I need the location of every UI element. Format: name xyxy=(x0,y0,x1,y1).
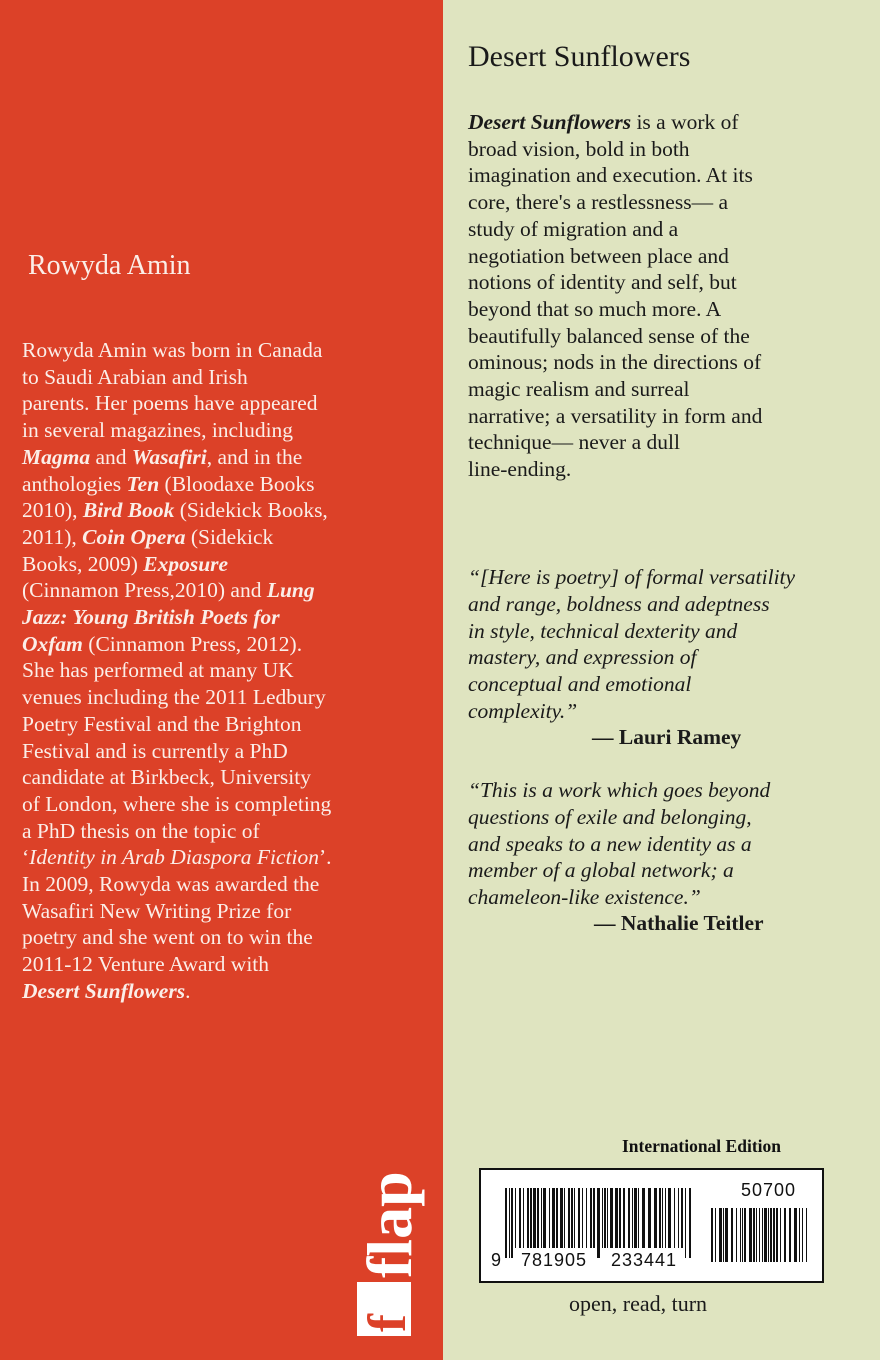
text-segment: magic realism and surreal xyxy=(468,377,690,402)
text-segment: (Bloodaxe Books xyxy=(159,471,315,496)
barcode-bar xyxy=(628,1188,630,1248)
text-segment: (Sidekick Books, xyxy=(174,498,328,523)
text-segment: Rowyda Amin was born in Canada xyxy=(22,338,323,362)
barcode-bar xyxy=(515,1188,516,1248)
barcode-bar xyxy=(776,1208,778,1262)
text-segment: parents. Her poems have appeared xyxy=(22,391,318,416)
barcode-bar xyxy=(564,1188,565,1248)
barcode-bar xyxy=(619,1188,621,1248)
barcode-bar xyxy=(654,1188,657,1248)
barcode-bar xyxy=(533,1188,536,1248)
text-segment: . xyxy=(185,978,191,1003)
barcode-bar xyxy=(632,1188,633,1248)
barcode-bar xyxy=(560,1188,563,1248)
barcode-bar xyxy=(578,1188,580,1248)
quote-line: “This is a work which goes beyond xyxy=(468,778,771,802)
text-segment: Ten xyxy=(126,471,160,496)
text-line xyxy=(22,444,392,471)
text-segment: in several magazines, including xyxy=(22,418,294,443)
barcode-bar xyxy=(586,1188,587,1248)
text-line xyxy=(22,738,392,765)
price-code: 50700 xyxy=(741,1180,797,1200)
review-quote-1 xyxy=(468,564,853,725)
text-segment: poetry and she went on to win the xyxy=(22,925,313,950)
isbn-group-2: 233441 xyxy=(611,1250,678,1270)
text-segment: Lung xyxy=(266,578,315,603)
quote-line: “[Here is poetry] of formal versatility xyxy=(468,565,796,589)
text-segment: broad vision, bold in both xyxy=(468,136,690,161)
text-line xyxy=(22,471,392,498)
barcode-bar xyxy=(543,1188,546,1248)
barcode-bar xyxy=(597,1188,600,1258)
text-segment: Poetry Festival and the Brighton xyxy=(22,711,302,736)
barcode-bar xyxy=(665,1188,666,1248)
barcode-bar xyxy=(668,1188,671,1248)
text-line xyxy=(22,364,392,391)
text-segment: of London, where she is completing xyxy=(22,791,332,816)
text-line xyxy=(468,162,838,189)
edition-label: International Edition xyxy=(622,1136,781,1156)
text-line xyxy=(468,376,838,403)
text-segment: ominous; nods in the directions of xyxy=(468,350,762,375)
text-segment: imagination and execution. At its xyxy=(468,163,753,188)
text-line xyxy=(22,657,392,684)
book-blurb xyxy=(468,109,838,483)
author-bio xyxy=(22,337,392,1005)
isbn-group-1: 781905 xyxy=(521,1250,588,1270)
barcode-bar xyxy=(552,1188,555,1248)
text-segment: anthologies xyxy=(22,471,127,496)
text-segment: Exposure xyxy=(143,551,229,576)
quote-line: questions of exile and belonging, xyxy=(468,804,752,829)
text-line xyxy=(468,269,838,296)
text-segment: to Saudi Arabian and Irish xyxy=(22,364,248,389)
text-segment: beautifully balanced sense of the xyxy=(468,323,750,348)
barcode-bar xyxy=(744,1208,746,1262)
review-attribution-1: — Lauri Ramey xyxy=(592,725,742,749)
text-segment: venues including the 2011 Ledbury xyxy=(22,685,326,710)
text-line xyxy=(468,296,838,323)
quote-line: and range, boldness and adeptness xyxy=(468,591,770,616)
text-line xyxy=(468,349,838,376)
text-line xyxy=(22,924,392,951)
text-segment: ‘ xyxy=(22,845,30,870)
text-segment: (Sidekick xyxy=(185,524,274,549)
barcode-bar xyxy=(537,1188,539,1248)
barcode-bar xyxy=(773,1208,775,1262)
barcode-bar xyxy=(509,1188,510,1258)
barcode-bar xyxy=(541,1188,542,1248)
quote-line: member of a global network; a xyxy=(468,858,734,883)
publisher-logo xyxy=(353,1110,425,1338)
text-segment: and xyxy=(90,444,132,469)
barcode-bar xyxy=(623,1188,625,1248)
text-segment: Desert Sunflowers xyxy=(468,110,632,134)
barcode-bar xyxy=(523,1188,524,1248)
barcode-bar xyxy=(770,1208,772,1262)
text-line xyxy=(468,109,838,136)
barcode-bar xyxy=(674,1188,675,1248)
barcode-bar xyxy=(780,1208,781,1262)
text-line xyxy=(468,403,838,430)
barcode-bar xyxy=(527,1188,529,1248)
author-name: Rowyda Amin xyxy=(28,250,191,281)
text-line xyxy=(22,551,392,578)
barcode-bar xyxy=(519,1188,521,1248)
barcode-bar xyxy=(715,1208,716,1262)
barcode-bar xyxy=(634,1188,637,1248)
text-line xyxy=(22,818,392,845)
text-line xyxy=(468,189,838,216)
text-segment: (Cinnamon Press, 2012). xyxy=(82,631,303,656)
text-segment: Oxfam xyxy=(22,631,83,656)
text-line xyxy=(22,684,392,711)
barcode-bar xyxy=(711,1208,713,1262)
text-line xyxy=(22,711,392,738)
text-line xyxy=(22,337,392,364)
barcode-bar xyxy=(648,1188,651,1248)
text-segment: Festival and is currently a PhD xyxy=(22,738,288,763)
text-line xyxy=(22,497,392,524)
text-segment: (Cinnamon Press,2010) and xyxy=(22,578,267,603)
text-segment: a PhD thesis on the topic of xyxy=(22,818,260,843)
text-segment: Wasafiri New Writing Prize for xyxy=(22,898,292,923)
barcode-bar xyxy=(753,1208,755,1262)
text-segment: beyond that so much more. A xyxy=(468,296,722,321)
quote-line: mastery, and expression of xyxy=(468,645,697,670)
text-line xyxy=(22,898,392,925)
barcode-bar xyxy=(607,1188,608,1248)
barcode-bar xyxy=(723,1208,724,1262)
barcode-bar xyxy=(610,1188,613,1248)
barcode-bar xyxy=(638,1188,639,1248)
text-line xyxy=(468,243,838,270)
text-segment: 2011-12 Venture Award with xyxy=(22,952,270,977)
isbn-barcode xyxy=(479,1168,824,1283)
barcode-bar xyxy=(764,1208,767,1262)
text-segment: Jazz: Young British Poets for xyxy=(22,605,280,630)
barcode-bar xyxy=(604,1188,606,1248)
quote-line: and speaks to a new identity as a xyxy=(468,831,752,856)
barcode-bar xyxy=(731,1208,733,1262)
book-title: Desert Sunflowers xyxy=(468,40,691,73)
barcode-bar xyxy=(768,1208,769,1262)
barcode-bar xyxy=(685,1188,686,1258)
barcode-bar xyxy=(549,1188,550,1248)
text-line xyxy=(22,577,392,604)
barcode-bar xyxy=(590,1188,592,1248)
text-line xyxy=(22,631,392,658)
text-segment: candidate at Birkbeck, University xyxy=(22,765,311,790)
barcode-bar xyxy=(736,1208,737,1262)
barcode-bar xyxy=(556,1188,558,1248)
text-line xyxy=(468,429,838,456)
barcode-bar xyxy=(574,1188,575,1248)
text-line xyxy=(22,524,392,551)
text-segment: 2010), xyxy=(22,498,83,523)
text-line xyxy=(22,951,392,978)
text-segment: Magma xyxy=(22,444,91,469)
barcode-bar xyxy=(806,1208,807,1262)
barcode-bar xyxy=(505,1188,507,1258)
text-line xyxy=(22,764,392,791)
text-line xyxy=(22,791,392,818)
text-line xyxy=(22,417,392,444)
quote-line: in style, technical dexterity and xyxy=(468,618,738,643)
barcode-bar xyxy=(689,1188,691,1258)
text-segment: , and in the xyxy=(206,444,303,469)
text-segment: ’. xyxy=(319,845,332,870)
barcode-bar xyxy=(602,1188,603,1248)
text-segment: 2011), xyxy=(22,524,83,549)
barcode-bar xyxy=(662,1188,663,1248)
quote-line: chameleon-like existence.” xyxy=(468,885,701,910)
barcode-bar xyxy=(794,1208,797,1262)
barcode-bar xyxy=(530,1188,532,1248)
text-segment: negotiation between place and xyxy=(468,243,729,268)
barcode-bar xyxy=(719,1208,722,1262)
isbn-lead-digit: 9 xyxy=(491,1250,502,1270)
quote-line: complexity.” xyxy=(468,698,578,723)
text-line xyxy=(468,136,838,163)
barcode-bar xyxy=(802,1208,803,1262)
text-segment: Coin Opera xyxy=(82,524,186,549)
text-segment: Books, 2009) xyxy=(22,551,144,576)
barcode-bar xyxy=(511,1188,513,1258)
text-segment: is a work of xyxy=(631,110,739,134)
text-line xyxy=(22,871,392,898)
barcode-bar xyxy=(659,1188,661,1248)
barcode-bar xyxy=(642,1188,645,1248)
svg-text:f: f xyxy=(357,1314,417,1332)
text-segment: Bird Book xyxy=(82,498,175,523)
text-segment: study of migration and a xyxy=(468,216,679,241)
barcode-bar xyxy=(678,1188,679,1248)
text-segment: Desert Sunflowers xyxy=(22,978,186,1003)
logo-wordmark: flap xyxy=(354,1171,425,1278)
barcode-bar xyxy=(749,1208,752,1262)
text-line xyxy=(468,323,838,350)
text-segment: notions of identity and self, but xyxy=(468,270,737,295)
barcode-bar xyxy=(571,1188,573,1248)
barcode-bar xyxy=(759,1208,760,1262)
text-line xyxy=(22,390,392,417)
barcode-bar xyxy=(784,1208,786,1262)
barcode-bar xyxy=(681,1188,683,1248)
text-line xyxy=(22,604,392,631)
text-line xyxy=(468,456,838,483)
text-segment: technique— never a dull xyxy=(468,430,680,455)
review-quote-2 xyxy=(468,777,853,911)
barcode-bar xyxy=(742,1208,743,1262)
barcode-bar xyxy=(725,1208,728,1262)
text-line xyxy=(468,216,838,243)
barcode-bar xyxy=(789,1208,791,1262)
barcode-bar xyxy=(756,1208,757,1262)
text-line xyxy=(22,844,392,871)
text-line xyxy=(22,978,392,1005)
text-segment: In 2009, Rowyda was awarded the xyxy=(22,872,320,897)
review-attribution-2: — Nathalie Teitler xyxy=(594,911,764,935)
quote-line: conceptual and emotional xyxy=(468,672,692,697)
text-segment: line-ending. xyxy=(468,457,572,482)
text-segment: She has performed at many UK xyxy=(22,658,294,683)
barcode-bar xyxy=(582,1188,583,1248)
barcode-bar xyxy=(740,1208,741,1262)
barcode-bar xyxy=(762,1208,763,1262)
text-segment: core, there's a restlessness— a xyxy=(468,190,728,215)
barcode-bar xyxy=(615,1188,618,1248)
publisher-tagline: open, read, turn xyxy=(569,1291,708,1316)
barcode-bar xyxy=(799,1208,800,1262)
text-segment: narrative; a versatility in form and xyxy=(468,403,763,428)
barcode-bar xyxy=(568,1188,570,1248)
text-segment: Wasafiri xyxy=(131,444,207,469)
text-segment: Identity in Arab Diaspora Fiction xyxy=(29,845,320,870)
barcode-bar xyxy=(593,1188,595,1248)
